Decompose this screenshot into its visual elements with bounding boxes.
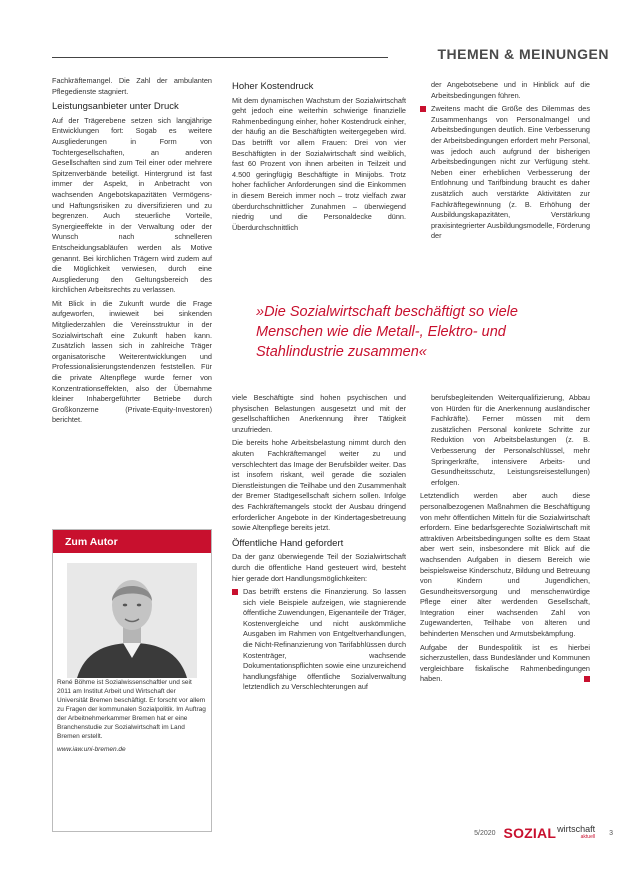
brand-sub-block <box>557 825 595 841</box>
column-2-top <box>232 82 406 236</box>
author-portrait-icon <box>67 563 197 678</box>
bullet-text: Das betrifft erstens die Finanzierung. So lassen sich viele Beispiele aufzeigen, wie stagnierende öffentliche Zuwendungen, Eigenanteile der Träger, Kostenvergleiche und nicht auskömmliche Ausgaben im Rahmen von Entgeltverhandlungen, die Nicht-Refinanzierung von Tarifabhlüssen durch Kostenträger, wachsende Dokumentationspflichten sowie eine unzureichend handlungsfähige öffentliche Sozialverwaltung letztendlich zu Verschlechterungen auf <box>243 587 406 692</box>
column-3-bottom <box>420 393 590 688</box>
brand-sub: wirtschaft <box>557 824 596 834</box>
column-2-bottom <box>232 393 406 696</box>
paragraph: viele Beschäftigte sind hohen psychischen und physischen Belastungen ausgesetzt und mit der gesellschaftlichen Anerkennung ihrer Tätigkeit unzufrieden. <box>232 393 406 434</box>
issue-number: 5/2020 <box>474 829 496 837</box>
author-link[interactable]: www.iaw.uni-bremen.de <box>57 746 126 753</box>
bullet-item <box>420 104 590 245</box>
paragraph: Mit dem dynamischen Wachstum der Sozialwirtschaft geht jedoch eine weiterhin schwierige finanzielle Rahmenbedingung einher, hoher Kostendruck einher, der häufig an die Beschäftigten weitergegeben wird. Das betrifft vor allem Frauen: Drei von vier Beschäftigten in der Sozialwirtschaft sind weiblich, fast 60 Prozent von ihnen arbeiten in Teilzeit und 4.500 geringfügig Beschäftigte in Minijobs. Trotz hoher fachlicher Anforderungen sind die Einkommen in diesem Bereich immer noch – trotz vielfach zwar überdurchschnittlicher Zunahmen – überwiegend niedrig und die Personaldecke dünn. Überdurchschnittlich <box>232 95 406 232</box>
bullet-square-icon <box>420 106 426 112</box>
column-1 <box>52 76 212 429</box>
section-title: THEMEN & MEINUNGEN <box>437 46 609 62</box>
page-number: 3 <box>609 829 613 837</box>
bullet-item <box>232 587 406 696</box>
author-photo <box>67 563 197 678</box>
paragraph: Auf der Trägerebene setzen sich langjährige Entwicklungen fort: Sogab es weitere Ausgliederungen in Form von Tochtergesellschaften, an anderen Gesellschaften sind zum Teil einer oder mehrere Spitzenverbände beteiligt. Hintergrund ist fast immer der Aspekt, in Anbetracht von wachsenden Angebotskapazitäten Vermögens- und Haftungsrisiken zu diversifizieren und zu begrenzen. Auch steuerliche Vorteile, Synergieeffekte in der Verwaltung oder der Wunsch nach schnelleren Entscheidungsabläufen werden als Motive genannt. Bei kirchlichen Trägern wird zudem auf die Möglichkeit verwiesen, durch eine Ausgliederung den Geltungsbereich des kirchlichen Arbeitsrechts zu verlassen. <box>52 115 212 295</box>
author-bio: René Böhme ist Sozialwissenschaftler und seit 2011 am Institut Arbeit und Wirtschaft der Universität Bremen beschäftigt. Er forscht vor allem zu Fragen der kommunalen Sozialpolitik. Im Auftrag der Arbeitnehmerkammer Bremen hat er eine Branchenstudie zur Sozialwirtschaft im Land Bremen erstellt. <box>57 679 206 740</box>
brand-logo <box>504 825 596 841</box>
column-3-top <box>420 80 590 245</box>
pull-quote: »Die Sozialwirtschaft beschäftigt so viele Menschen wie die Metall-, Elektro- und Stahlindustrie zusammen« <box>256 304 518 360</box>
bullet-square-icon <box>232 589 238 595</box>
paragraph: Da der ganz überwiegende Teil der Sozialwirtschaft durch die öffentliche Hand gesteuert wird, besteht hier gerade dort Handlungsmöglichkeiten: <box>232 552 406 583</box>
end-mark-icon <box>584 676 590 682</box>
paragraph: Mit Blick in die Zukunft wurde die Frage aufgeworfen, inwieweit bei sinkenden Mitgliederzahlen die Vereinsstruktur in der Sozialwirtschaft eine Zukunft haben kann. Zusätzlich lassen sich in zahlreiche Träger organisatorische Weiterentwicklungen und Professionalisierungstendenzen feststellen. Für die private Altenpflege wurde ferner von Konzentrationseffekten, also der Übernahme kleiner Inhabergeführter Betriebe durch Großkonzerne (Private-Equity-Investoren) berichtet. <box>52 298 212 425</box>
author-link-line <box>57 745 207 754</box>
paragraph: berufsbegleitenden Weiterqualifizierung, Abbau von Hürden für die Anerkennung ausländischer Fachkräfte). Ferner müssen mit dem zusätzlichen Personal konkrete Schritte zur Reduktion von Arbeitsbelastungen (z. B. Verbesserung der Personalschlüssel, mehr Springerkräfte, intensivere Arbeits- und Gesundheitsschutz, Leistungsreisestellungen) erfolgen. <box>431 393 590 487</box>
author-bio-block <box>57 678 207 754</box>
paragraph: Letztendlich werden aber auch diese personalbezogenen Maßnahmen die Beschäftigung von mehr öffentlichen Mitteln für die Sozialwirtschaft erfordern. Eine bedarfsgerechte Sozialwirtschaft mit attraktiven Arbeitsbedingungen sollte es dem Staat aber wert sein, insbesondere mit Blick auf die wachsenden Aufgaben in diesem Bereich wie beispielsweise Kinderschutz, Bildung und Betreuung von Kindern und Jugendlichen, Gesundheitsversorgung und menschenwürdige Pflege einer älter werdenden Gesellschaft, Integration einer wachsenden Zahl von Zugewanderten, Teilhabe von älteren und behinderten Menschen und Armutsbekämpfung. <box>420 491 590 639</box>
brand-main: SOZIAL <box>503 825 557 841</box>
page-footer <box>474 818 613 848</box>
author-box <box>52 529 212 832</box>
author-heading: Zum Autor <box>53 530 211 553</box>
paragraph: Die bereits hohe Arbeitsbelastung nimmt durch den akuten Fachkräftemangel weiter zu und verschlechtert das Image der Berufsbilder weiter. Das ist insofern riskant, weil gerade die sozialen Dienstleistungen die Teilhabe und den Zusammenhalt der Bremer Stadtgesellschaft sichern sollen. Infolge des Fachkräftemangels stockt der Ausbau dringend erforderlicher Angebote in der Kindertagesbetreuung sowie Altenpflege bereits jetzt. <box>232 438 406 533</box>
paragraph-text: Aufgabe der Bundespolitik ist es hierbei sicherzustellen, dass Bundesländer und Kommunen vergleichbare fiskalische Rahmenbedingungen haben. <box>420 642 590 684</box>
subheading: Hoher Kostendruck <box>232 81 314 92</box>
subheading: Öffentliche Hand gefordert <box>232 537 344 549</box>
bullet-text: Zweitens macht die Größe des Dilemmas des Zusammenhangs von Personalmangel und Arbeitsbedingungen deutlich. Eine Verbesserung der Arbeitsbedingungen erfordert mehr Personal, was jedoch auch aufgrund der bisherigen Arbeitsbedingungen nicht zur Verfügung steht. Neben einer erheblichen Verbesserung der Entlohnung und Tarifbindung braucht es daher zusätzlich auch verstärkte Aktivitäten zur Fachkräftegewinnung (z. B. Erhöhung der Ausbildungskapazitäten, Verstärkung praxisintegrierter Ausbildungsmodelle, Förderung der <box>431 104 590 241</box>
paragraph <box>420 643 590 685</box>
paragraph: Fachkräftemangel. Die Zahl der ambulanten Pflegedienste stagniert. <box>52 76 212 96</box>
brand-tag: aktuell <box>580 834 596 840</box>
subheading: Leistungsanbieter unter Druck <box>52 101 179 113</box>
section-rule <box>52 57 388 58</box>
paragraph: der Angebotsebene und in Hinblick auf die Arbeitsbedingungen führen. <box>431 80 590 100</box>
